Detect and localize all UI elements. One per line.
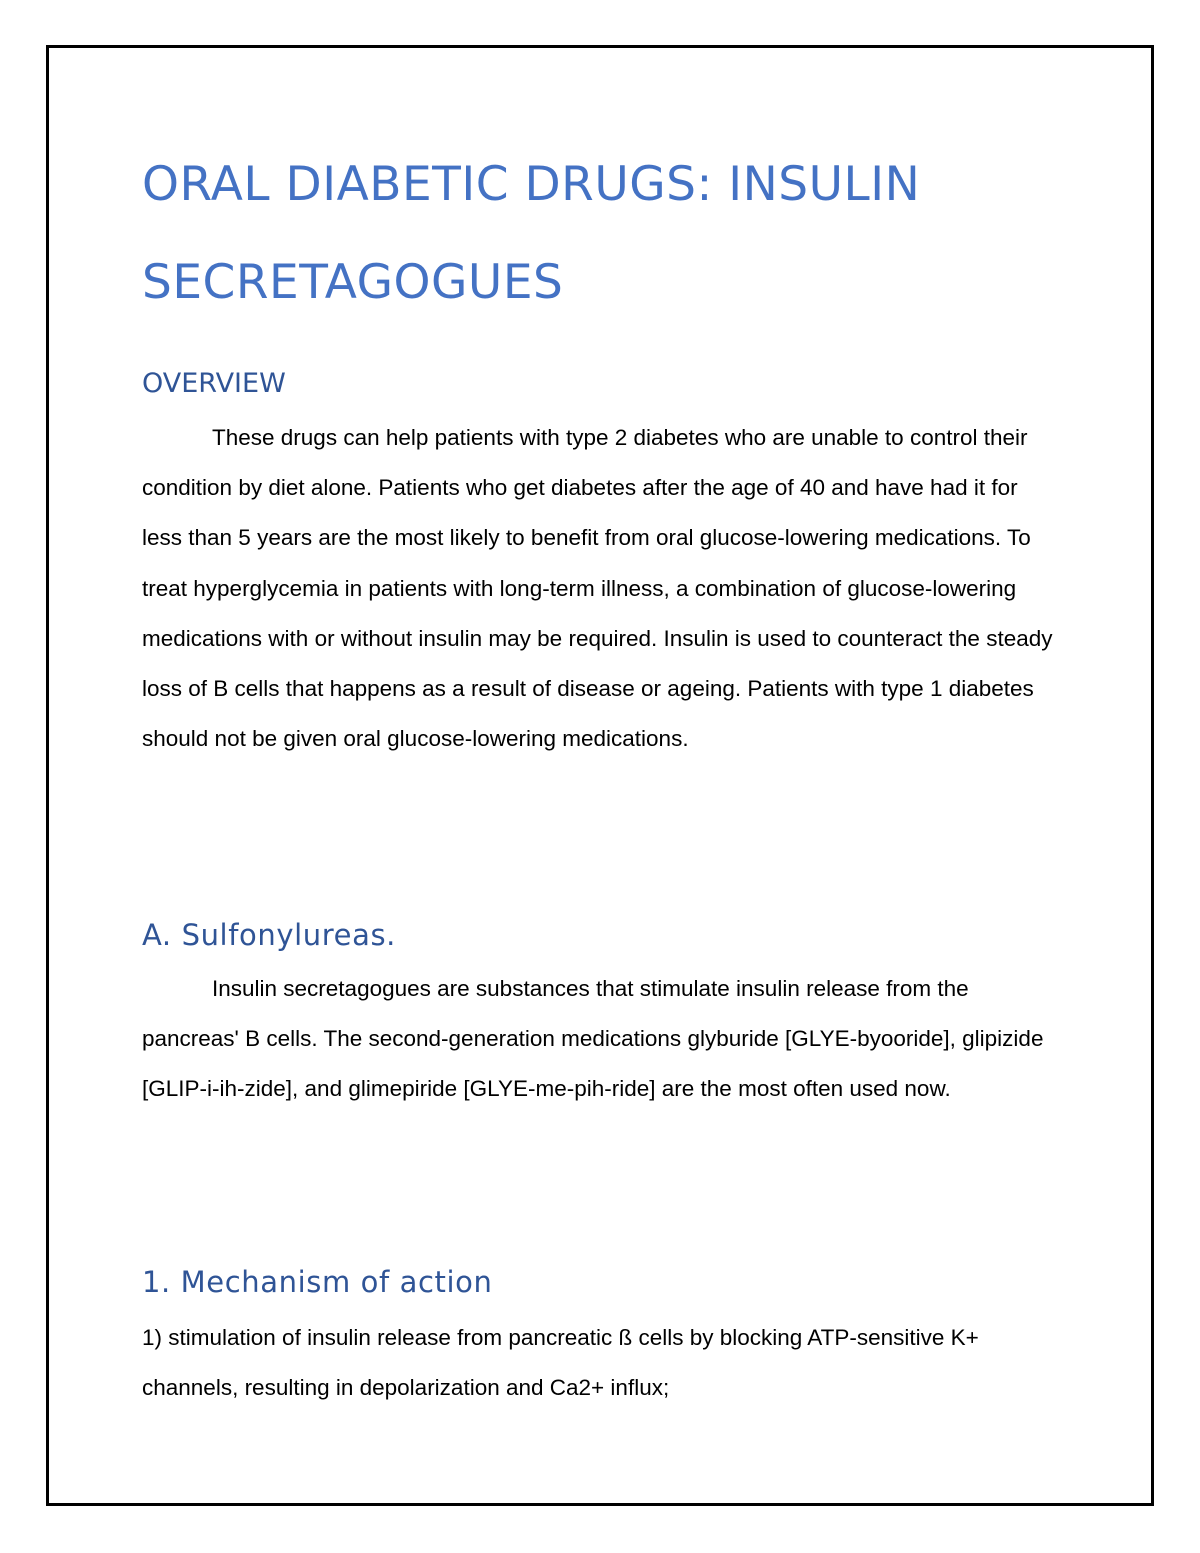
overview-heading: OVERVIEW xyxy=(142,368,286,399)
mechanism-paragraph: 1) stimulation of insulin release from pancreatic ß cells by blocking ATP-sensitive K+ channels, resulting in depolarization and Ca2+ influx; xyxy=(142,1325,979,1401)
sulfonylureas-paragraph: Insulin secretagogues are substances that stimulate insulin release from the pancreas' B cells. The second-generation medications glyburide [GLYE-byooride], glipizide [GLIP-i-ih-zide], and glimepiride [GLYE-me-pih-ride] are the most often used now. xyxy=(142,976,1044,1102)
document-title: ORAL DIABETIC DRUGS: INSULIN SECRETAGOGUES xyxy=(142,157,921,310)
mechanism-heading: 1. Mechanism of action xyxy=(142,1265,493,1299)
overview-paragraph: These drugs can help patients with type 2 diabetes who are unable to control their condition by diet alone. Patients who get diabetes after the age of 40 and have had it for less than 5 years are the most likely to benefit from oral glucose-lowering medications. To treat hyperglycemia in patients with long-term illness, a combination of glucose-lowering medications with or without insulin may be required. Insulin is used to counteract the steady loss of B cells that happens as a result of disease or ageing. Patients with type 1 diabetes should not be given oral glucose-lowering medications. xyxy=(142,425,1053,752)
sulfonylureas-heading: A. Sulfonylureas. xyxy=(142,918,396,952)
